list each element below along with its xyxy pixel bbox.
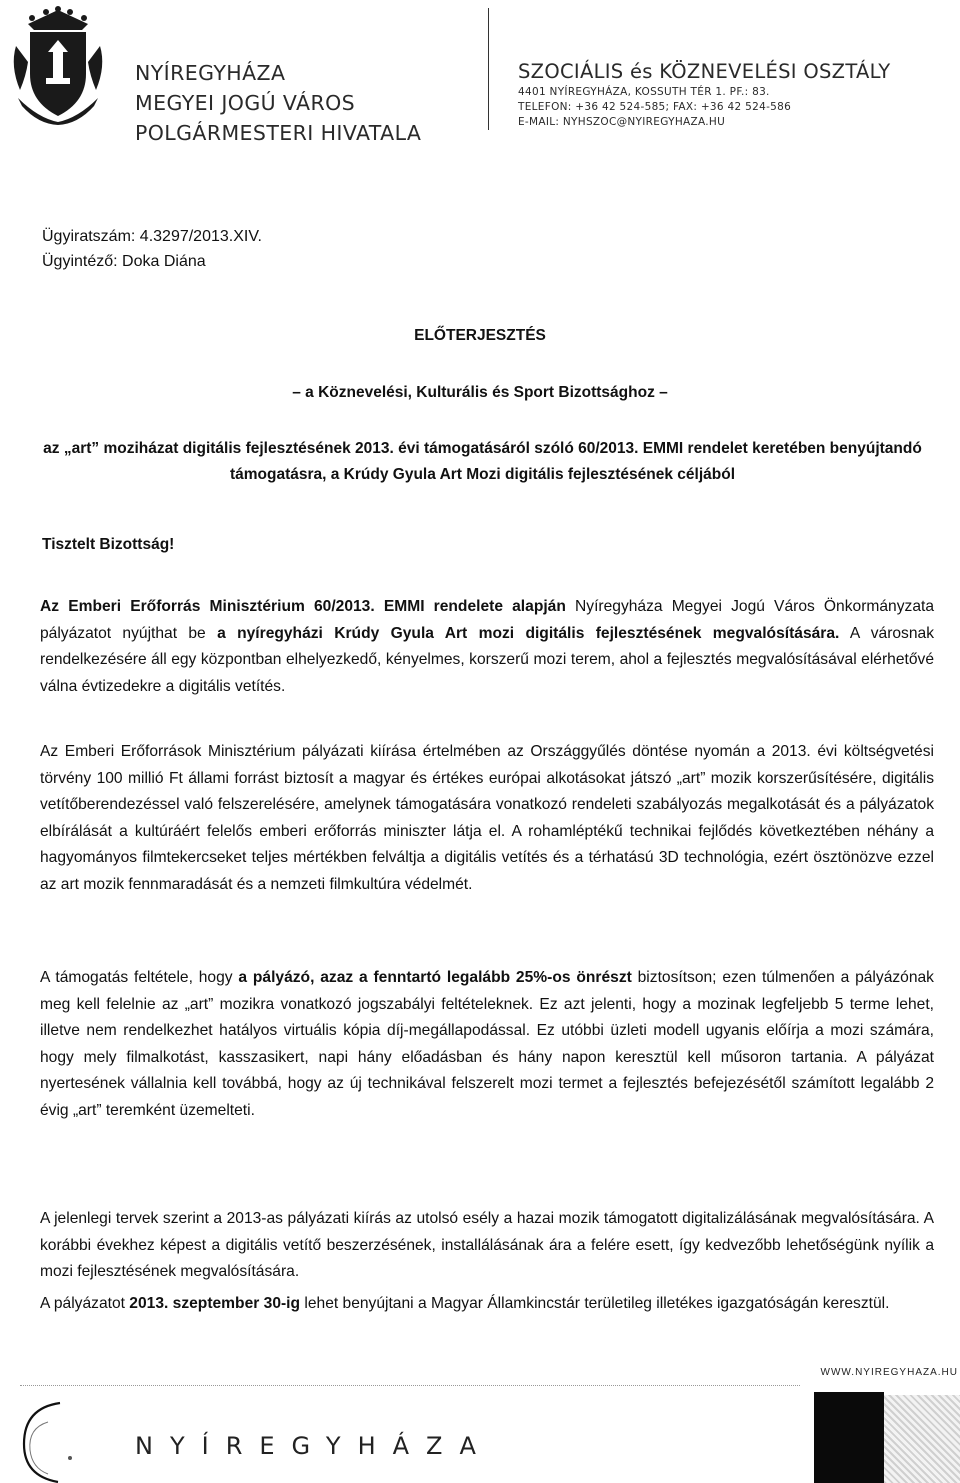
footer-website: WWW.NYIREGYHAZA.HU [820, 1367, 958, 1378]
department-address: 4401 NYÍREGYHÁZA, KOSSUTH TÉR 1. PF.: 83. [518, 86, 770, 98]
department-title: SZOCIÁLIS és KÖZNEVELÉSI OSZTÁLY [518, 60, 891, 83]
footer-black-block [814, 1392, 884, 1483]
greeting: Tisztelt Bizottság! [42, 536, 175, 553]
paragraph-1-bold-c: a nyíregyházi Krúdy Gyula Art mozi digitális fejlesztésének megvalósítására. [217, 624, 840, 642]
org-line-3: POLGÁRMESTERI HIVATALA [135, 121, 422, 145]
document-meta [42, 224, 262, 274]
paragraph-1 [40, 594, 934, 700]
paragraph-3 [40, 965, 934, 1124]
organization-name [135, 58, 421, 148]
paragraph-5 [40, 1291, 934, 1318]
paragraph-1-bold-a: Az Emberi Erőforrás Minisztérium 60/2013. EMMI rendelete alapján [40, 598, 566, 615]
paragraph-4: A jelenlegi tervek szerint a 2013-as pályázati kiírás az utolsó esély a hazai mozik támogatott digitalizálásának megvalósítására. A korábbi évekhez képest a digitális vetítő beszerzésének, installálásának ára a felére esett, így kedvezőbb lehetőségünk nyílik a mozi fejlesztésének megvalósítására. [40, 1210, 934, 1280]
clerk-name: Ügyintéző: Doka Diána [42, 253, 206, 270]
footer-texture-block [884, 1395, 960, 1483]
paragraph-5-text-a: A pályázatot [40, 1295, 130, 1312]
city-crest-icon [8, 6, 108, 126]
document-addressee: – a Köznevelési, Kulturális és Sport Bizottsághoz – [292, 384, 668, 401]
department-phone: TELEFON: +36 42 524-585; FAX: +36 42 524-586 [518, 101, 792, 113]
footer-divider [20, 1385, 800, 1386]
footer-logo-icon [18, 1400, 78, 1483]
paragraph-3-text-c: biztosítson; ezen túlmenően a pályázónak meg kell felelnie az „art” mozikra vonatkozó jogszabályi feltételeknek. Ez azt jelenti, hogy a mozinak legfeljebb 5 terme lehet, illetve nem rendelkezhet hatályos virtuális kópia díj-megállapodással. Ez utóbbi üzleti modell ugyanis előírja a mozi számára, hogy mely filmalkotást, kasszasikert, napi hány előadásban és hány napon keresztül kell műsoron tartania. A pályázat nyertesének vállalnia kell továbbá, hogy az új technikával felszerelt mozi termet a fejlesztés befejezésétől számított legalább 2 évig „art” teremként üzemelteti. [40, 969, 934, 1119]
paragraph-1-text-b: Nyíregyháza Megyei Jogú Város Önkormányzata pályázatot nyújthat be [40, 598, 934, 642]
paragraph-3-bold-b: a pályázó, azaz a fenntartó legalább 25%-os önrészt [238, 969, 632, 986]
paragraph-5-bold-b: 2013. szeptember 30-ig [129, 1295, 301, 1312]
paragraph-2: Az Emberi Erőforrások Minisztérium pályázati kiírása értelmében az Országgyűlés döntése nyomán a 2013. évi költségvetési törvény 100 millió Ft állami forrást biztosít a magyar és értékes európai alkotásokat játszó „art” mozik korszerűsítésére, digitális vetítőberendezéssel való felszerelésére, amelynek támogatására vonatkozó rendeleti szabályozás megalkotását és a pályázatok elbírálását a kultúráért felelős emberi erőforrás miniszter látja el. A rohamléptékű technikai fejlődés következtében néhány a hagyományos filmtekercseket teljes mértékben felváltja a digitális vetítés és a térhatású 3D technológia, ezért ösztönözve ezzel az art mozik fennmaradását és a nemzeti filmkultúra védelmét. [40, 743, 934, 893]
header-divider [488, 8, 489, 130]
paragraph-1-text-d: A városnak rendelkezésére áll egy központban elhelyezkedő, kényelmes, korszerű mozi terem, ahol a fejlesztés megvalósításával elérhetővé válna évtizedekre a digitális vetítés. [40, 624, 934, 695]
file-number: Ügyiratszám: 4.3297/2013.XIV. [42, 228, 262, 245]
org-line-1: NYÍREGYHÁZA [135, 61, 286, 85]
department-block [518, 59, 890, 130]
document-subject: az „art” moziházat digitális fejlesztésének 2013. évi támogatásáról szóló 60/2013. EMMI rendelet keretében benyújtandó támogatásra, a Krúdy Gyula Art Mozi digitális fejlesztésének céljából [43, 440, 922, 483]
paragraph-5-text-c: lehet benyújtani a Magyar Államkincstár területileg illetékes igazgatóságán keresztül. [300, 1295, 890, 1312]
org-line-2: MEGYEI JOGÚ VÁROS [135, 91, 356, 115]
department-email: E-MAIL: NYHSZOC@NYIREGYHAZA.HU [518, 116, 726, 128]
footer-brand: NYÍREGYHÁZA [135, 1432, 493, 1460]
document-heading: ELŐTERJESZTÉS [414, 327, 546, 344]
paragraph-3-text-a: A támogatás feltétele, hogy [40, 969, 239, 986]
